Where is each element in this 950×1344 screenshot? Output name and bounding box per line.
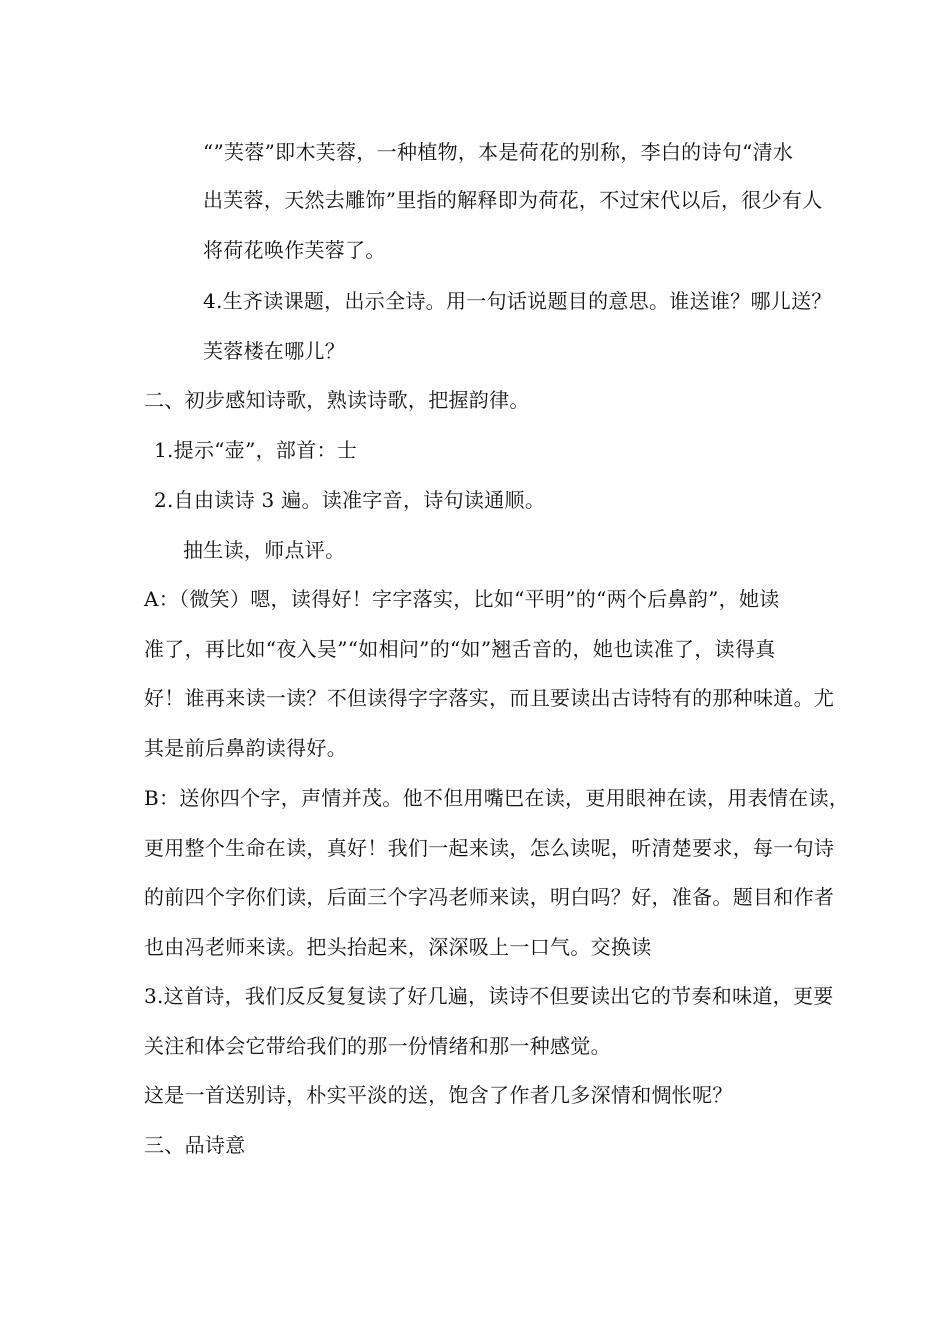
list-item: 1.提示“壶”，部首：士	[154, 438, 358, 462]
paragraph-line: 好！谁再来读一读？不但读得字字落实，而且要读出古诗特有的那种味道。尤	[144, 686, 835, 710]
paragraph-line: 关注和体会它带给我们的那一份情绪和那一种感觉。	[144, 1034, 611, 1058]
paragraph-line: 也由冯老师来读。把头抬起来，深深吸上一口气。交换读	[144, 935, 652, 959]
paragraph-line: 芙蓉楼在哪儿？	[203, 339, 346, 363]
paragraph-line: 出芙蓉，天然去雕饰”里指的解释即为荷花，不过宋代以后，很少有人	[203, 188, 823, 212]
paragraph-line: A：（微笑）嗯，读得好！字字落实，比如“平明”的“两个后鼻韵”，她读	[144, 587, 780, 611]
paragraph-line: 将荷花唤作芙蓉了。	[203, 238, 386, 262]
paragraph-line: 这是一首送别诗，朴实平淡的送，饱含了作者几多深情和惆怅呢？	[144, 1083, 733, 1107]
section-heading: 三、品诗意	[144, 1133, 246, 1157]
paragraph-line: “”芙蓉”即木芙蓉，一种植物，本是荷花的别称，李白的诗句“清水	[203, 140, 794, 164]
paragraph-line: 抽生读，师点评。	[183, 538, 346, 562]
paragraph-line: 准了，再比如“夜入吴”“如相问”的“如”翘舌音的，她也读准了，读得真	[144, 637, 776, 661]
paragraph-line: 的前四个字你们读，后面三个字冯老师来读，明白吗？好，准备。题目和作者	[144, 885, 835, 909]
paragraph-line: B：送你四个字，声情并茂。他不但用嘴巴在读，更用眼神在读，用表情在读，	[144, 786, 850, 810]
paragraph-line: 4.生齐读课题，出示全诗。用一句话说题目的意思。谁送谁？哪儿送？	[203, 289, 832, 313]
paragraph-line: 更用整个生命在读，真好！我们一起来读，怎么读呢，听清楚要求，每一句诗	[144, 836, 835, 860]
list-item: 2.自由读诗 3 遍。读准字音，诗句读通顺。	[154, 488, 546, 512]
paragraph-line: 3.这首诗，我们反反复复读了好几遍，读诗不但要读出它的节奏和味道，更要	[144, 984, 834, 1008]
section-heading: 二、初步感知诗歌，熟读诗歌，把握韵律。	[144, 388, 530, 412]
paragraph-line: 其是前后鼻韵读得好。	[144, 736, 347, 760]
